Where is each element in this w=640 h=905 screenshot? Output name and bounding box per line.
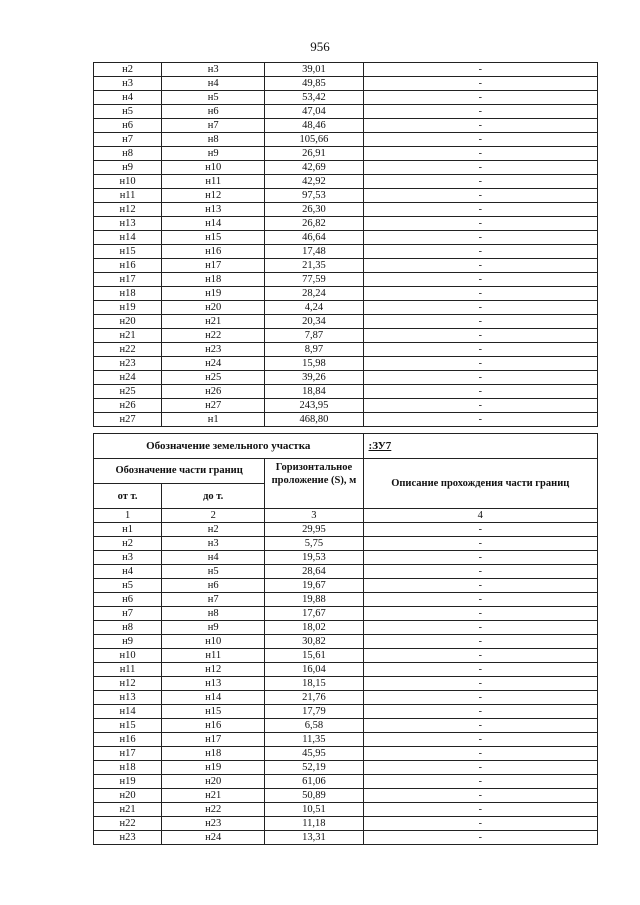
page-number: 956 xyxy=(310,39,330,54)
cell-description: - xyxy=(363,105,597,119)
table-row xyxy=(94,537,598,551)
cell-description: - xyxy=(363,607,597,621)
cell-description: - xyxy=(363,537,597,551)
table-row xyxy=(94,287,598,301)
cell-distance: 15,61 xyxy=(265,649,363,663)
cell-description: - xyxy=(363,175,597,189)
boundary-table-continuation xyxy=(93,62,598,427)
cell-to-point: н2 xyxy=(162,523,265,537)
cell-description: - xyxy=(363,357,597,371)
cell-description: - xyxy=(363,719,597,733)
cell-to-point: н7 xyxy=(162,593,265,607)
cell-to-point: н15 xyxy=(162,231,265,245)
cell-description: - xyxy=(363,133,597,147)
cell-from-point: н9 xyxy=(94,161,162,175)
cell-to-point: н8 xyxy=(162,607,265,621)
cell-to-point: н14 xyxy=(162,691,265,705)
cell-description: - xyxy=(363,733,597,747)
cell-from-point: н12 xyxy=(94,203,162,217)
cell-from-point: н20 xyxy=(94,789,162,803)
cell-to-point: н18 xyxy=(162,273,265,287)
table-body-top xyxy=(94,63,598,427)
table-row xyxy=(94,705,598,719)
cell-from-point: н22 xyxy=(94,817,162,831)
cell-to-point: н24 xyxy=(162,357,265,371)
table-row xyxy=(94,817,598,831)
cell-description: - xyxy=(363,761,597,775)
cell-distance: 46,64 xyxy=(265,231,363,245)
table-row xyxy=(94,189,598,203)
cell-description: - xyxy=(363,203,597,217)
cell-to-point: н3 xyxy=(162,63,265,77)
cell-to-point: н20 xyxy=(162,301,265,315)
cell-to-point: н24 xyxy=(162,831,265,845)
cell-from-point: н25 xyxy=(94,385,162,399)
cell-to-point: н5 xyxy=(162,565,265,579)
cell-from-point: н4 xyxy=(94,91,162,105)
cell-from-point: н10 xyxy=(94,649,162,663)
cell-distance: 105,66 xyxy=(265,133,363,147)
cell-from-point: н7 xyxy=(94,607,162,621)
cell-distance: 6,58 xyxy=(265,719,363,733)
table-row xyxy=(94,147,598,161)
cell-from-point: н17 xyxy=(94,273,162,287)
cell-distance: 47,04 xyxy=(265,105,363,119)
cell-distance: 18,15 xyxy=(265,677,363,691)
cell-distance: 20,34 xyxy=(265,315,363,329)
cell-from-point: н26 xyxy=(94,399,162,413)
cell-from-point: н4 xyxy=(94,565,162,579)
cell-from-point: н15 xyxy=(94,719,162,733)
column-header-from: от т. xyxy=(94,484,162,509)
cell-distance: 42,69 xyxy=(265,161,363,175)
table-row xyxy=(94,733,598,747)
cell-description: - xyxy=(363,817,597,831)
table-row xyxy=(94,203,598,217)
table-row xyxy=(94,413,598,427)
cell-distance: 19,67 xyxy=(265,579,363,593)
table-row xyxy=(94,259,598,273)
table-row xyxy=(94,301,598,315)
table-row xyxy=(94,621,598,635)
cell-from-point: н14 xyxy=(94,705,162,719)
cell-description: - xyxy=(363,705,597,719)
cell-from-point: н19 xyxy=(94,775,162,789)
cell-description: - xyxy=(363,677,597,691)
cell-to-point: н18 xyxy=(162,747,265,761)
cell-description: - xyxy=(363,691,597,705)
cell-distance: 19,88 xyxy=(265,593,363,607)
cell-to-point: н16 xyxy=(162,719,265,733)
column-header-to: до т. xyxy=(162,484,265,509)
cell-distance: 11,18 xyxy=(265,817,363,831)
table-row xyxy=(94,579,598,593)
cell-description: - xyxy=(363,649,597,663)
cell-to-point: н23 xyxy=(162,817,265,831)
table-row xyxy=(94,273,598,287)
table-row xyxy=(94,649,598,663)
cell-to-point: н17 xyxy=(162,733,265,747)
cell-distance: 77,59 xyxy=(265,273,363,287)
cell-to-point: н12 xyxy=(162,663,265,677)
table-row xyxy=(94,761,598,775)
cell-distance: 10,51 xyxy=(265,803,363,817)
boundary-table-zu7 xyxy=(93,433,598,845)
cell-to-point: н22 xyxy=(162,803,265,817)
cell-from-point: н6 xyxy=(94,593,162,607)
table-row xyxy=(94,105,598,119)
cell-from-point: н21 xyxy=(94,329,162,343)
cell-distance: 45,95 xyxy=(265,747,363,761)
cell-from-point: н18 xyxy=(94,761,162,775)
cell-to-point: н11 xyxy=(162,649,265,663)
cell-to-point: н10 xyxy=(162,635,265,649)
cell-to-point: н10 xyxy=(162,161,265,175)
column-header-description: Описание прохождения части границ xyxy=(363,459,597,509)
cell-distance: 26,91 xyxy=(265,147,363,161)
cell-description: - xyxy=(363,523,597,537)
cell-to-point: н6 xyxy=(162,579,265,593)
cell-description: - xyxy=(363,371,597,385)
cell-from-point: н12 xyxy=(94,677,162,691)
section-code: :ЗУ7 xyxy=(363,434,597,459)
cell-from-point: н20 xyxy=(94,315,162,329)
cell-description: - xyxy=(363,245,597,259)
cell-description: - xyxy=(363,803,597,817)
cell-distance: 30,82 xyxy=(265,635,363,649)
cell-distance: 5,75 xyxy=(265,537,363,551)
cell-from-point: н1 xyxy=(94,523,162,537)
cell-description: - xyxy=(363,161,597,175)
cell-description: - xyxy=(363,259,597,273)
table-row xyxy=(94,803,598,817)
table-row xyxy=(94,231,598,245)
table-row xyxy=(94,607,598,621)
column-number: 2 xyxy=(162,509,265,523)
table-row xyxy=(94,663,598,677)
cell-to-point: н4 xyxy=(162,551,265,565)
cell-to-point: н5 xyxy=(162,91,265,105)
cell-from-point: н23 xyxy=(94,831,162,845)
cell-from-point: н8 xyxy=(94,147,162,161)
cell-distance: 15,98 xyxy=(265,357,363,371)
cell-to-point: н17 xyxy=(162,259,265,273)
cell-distance: 26,82 xyxy=(265,217,363,231)
table-row xyxy=(94,593,598,607)
cell-distance: 21,76 xyxy=(265,691,363,705)
cell-to-point: н12 xyxy=(162,189,265,203)
cell-from-point: н15 xyxy=(94,245,162,259)
cell-from-point: н13 xyxy=(94,691,162,705)
cell-description: - xyxy=(363,385,597,399)
cell-from-point: н11 xyxy=(94,663,162,677)
cell-distance: 42,92 xyxy=(265,175,363,189)
cell-description: - xyxy=(363,147,597,161)
cell-distance: 4,24 xyxy=(265,301,363,315)
cell-to-point: н7 xyxy=(162,119,265,133)
cell-to-point: н8 xyxy=(162,133,265,147)
cell-distance: 18,02 xyxy=(265,621,363,635)
cell-to-point: н15 xyxy=(162,705,265,719)
cell-from-point: н10 xyxy=(94,175,162,189)
cell-from-point: н13 xyxy=(94,217,162,231)
column-header-horizontal: Горизонтальное проложение (S), м xyxy=(265,459,363,509)
cell-to-point: н23 xyxy=(162,343,265,357)
table-row xyxy=(94,245,598,259)
table-row xyxy=(94,565,598,579)
cell-to-point: н9 xyxy=(162,147,265,161)
column-number: 1 xyxy=(94,509,162,523)
cell-distance: 17,67 xyxy=(265,607,363,621)
cell-from-point: н5 xyxy=(94,105,162,119)
cell-distance: 28,64 xyxy=(265,565,363,579)
cell-description: - xyxy=(363,119,597,133)
cell-description: - xyxy=(363,565,597,579)
table-body-bottom xyxy=(94,523,598,845)
cell-description: - xyxy=(363,399,597,413)
table-row xyxy=(94,677,598,691)
cell-from-point: н3 xyxy=(94,77,162,91)
cell-description: - xyxy=(363,231,597,245)
cell-to-point: н11 xyxy=(162,175,265,189)
cell-description: - xyxy=(363,747,597,761)
cell-distance: 52,19 xyxy=(265,761,363,775)
cell-distance: 13,31 xyxy=(265,831,363,845)
cell-from-point: н7 xyxy=(94,133,162,147)
section-title: Обозначение земельного участка xyxy=(94,434,364,459)
cell-to-point: н21 xyxy=(162,315,265,329)
cell-description: - xyxy=(363,189,597,203)
table-row xyxy=(94,775,598,789)
cell-description: - xyxy=(363,789,597,803)
table-row xyxy=(94,719,598,733)
table-row xyxy=(94,831,598,845)
cell-description: - xyxy=(363,413,597,427)
cell-from-point: н9 xyxy=(94,635,162,649)
column-number: 3 xyxy=(265,509,363,523)
cell-from-point: н19 xyxy=(94,301,162,315)
cell-to-point: н19 xyxy=(162,761,265,775)
cell-to-point: н22 xyxy=(162,329,265,343)
cell-distance: 8,97 xyxy=(265,343,363,357)
table-row xyxy=(94,329,598,343)
cell-distance: 50,89 xyxy=(265,789,363,803)
cell-distance: 21,35 xyxy=(265,259,363,273)
cell-from-point: н16 xyxy=(94,733,162,747)
cell-distance: 19,53 xyxy=(265,551,363,565)
cell-description: - xyxy=(363,593,597,607)
cell-distance: 11,35 xyxy=(265,733,363,747)
cell-distance: 28,24 xyxy=(265,287,363,301)
cell-from-point: н11 xyxy=(94,189,162,203)
cell-description: - xyxy=(363,91,597,105)
cell-distance: 26,30 xyxy=(265,203,363,217)
cell-description: - xyxy=(363,287,597,301)
column-number: 4 xyxy=(363,509,597,523)
cell-to-point: н1 xyxy=(162,413,265,427)
table-row xyxy=(94,77,598,91)
cell-from-point: н22 xyxy=(94,343,162,357)
cell-description: - xyxy=(363,63,597,77)
cell-from-point: н6 xyxy=(94,119,162,133)
table-row xyxy=(94,357,598,371)
cell-to-point: н26 xyxy=(162,385,265,399)
cell-to-point: н3 xyxy=(162,537,265,551)
table-row xyxy=(94,691,598,705)
cell-from-point: н8 xyxy=(94,621,162,635)
cell-description: - xyxy=(363,775,597,789)
cell-description: - xyxy=(363,77,597,91)
cell-from-point: н17 xyxy=(94,747,162,761)
cell-from-point: н5 xyxy=(94,579,162,593)
cell-to-point: н13 xyxy=(162,677,265,691)
cell-from-point: н21 xyxy=(94,803,162,817)
cell-distance: 61,06 xyxy=(265,775,363,789)
table-row xyxy=(94,63,598,77)
cell-description: - xyxy=(363,343,597,357)
table-row xyxy=(94,551,598,565)
cell-description: - xyxy=(363,329,597,343)
cell-distance: 39,26 xyxy=(265,371,363,385)
cell-from-point: н18 xyxy=(94,287,162,301)
cell-description: - xyxy=(363,551,597,565)
cell-to-point: н25 xyxy=(162,371,265,385)
cell-distance: 97,53 xyxy=(265,189,363,203)
cell-description: - xyxy=(363,579,597,593)
table-row xyxy=(94,385,598,399)
cell-description: - xyxy=(363,635,597,649)
cell-to-point: н20 xyxy=(162,775,265,789)
table-row xyxy=(94,217,598,231)
cell-description: - xyxy=(363,217,597,231)
cell-distance: 17,79 xyxy=(265,705,363,719)
cell-description: - xyxy=(363,301,597,315)
cell-from-point: н27 xyxy=(94,413,162,427)
table-row xyxy=(94,747,598,761)
cell-from-point: н14 xyxy=(94,231,162,245)
table-row xyxy=(94,161,598,175)
cell-to-point: н14 xyxy=(162,217,265,231)
cell-from-point: н24 xyxy=(94,371,162,385)
cell-to-point: н6 xyxy=(162,105,265,119)
column-header-parts: Обозначение части границ xyxy=(94,459,265,484)
table-row xyxy=(94,133,598,147)
cell-to-point: н27 xyxy=(162,399,265,413)
table-row xyxy=(94,635,598,649)
table-row xyxy=(94,399,598,413)
cell-from-point: н2 xyxy=(94,63,162,77)
table-row xyxy=(94,91,598,105)
cell-from-point: н23 xyxy=(94,357,162,371)
table-row xyxy=(94,119,598,133)
cell-distance: 48,46 xyxy=(265,119,363,133)
cell-distance: 243,95 xyxy=(265,399,363,413)
table-header xyxy=(94,434,598,523)
table-row xyxy=(94,343,598,357)
cell-distance: 29,95 xyxy=(265,523,363,537)
cell-to-point: н19 xyxy=(162,287,265,301)
table-row xyxy=(94,523,598,537)
cell-to-point: н9 xyxy=(162,621,265,635)
cell-distance: 53,42 xyxy=(265,91,363,105)
table-row xyxy=(94,315,598,329)
cell-distance: 18,84 xyxy=(265,385,363,399)
cell-description: - xyxy=(363,621,597,635)
cell-description: - xyxy=(363,663,597,677)
cell-to-point: н21 xyxy=(162,789,265,803)
table-row xyxy=(94,789,598,803)
table-row xyxy=(94,371,598,385)
cell-description: - xyxy=(363,273,597,287)
cell-description: - xyxy=(363,315,597,329)
cell-distance: 468,80 xyxy=(265,413,363,427)
cell-distance: 17,48 xyxy=(265,245,363,259)
cell-description: - xyxy=(363,831,597,845)
cell-to-point: н4 xyxy=(162,77,265,91)
cell-to-point: н13 xyxy=(162,203,265,217)
cell-from-point: н2 xyxy=(94,537,162,551)
table-row xyxy=(94,175,598,189)
cell-distance: 16,04 xyxy=(265,663,363,677)
cell-distance: 49,85 xyxy=(265,77,363,91)
cell-from-point: н16 xyxy=(94,259,162,273)
cell-distance: 39,01 xyxy=(265,63,363,77)
cell-from-point: н3 xyxy=(94,551,162,565)
cell-to-point: н16 xyxy=(162,245,265,259)
cell-distance: 7,87 xyxy=(265,329,363,343)
